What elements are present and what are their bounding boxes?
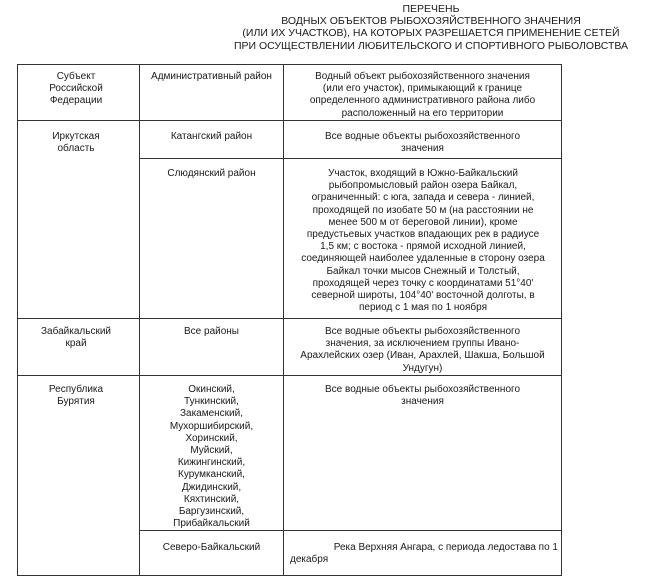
cell-line: Баргузинский, xyxy=(178,506,245,518)
cell-subject xyxy=(23,131,129,155)
cell-line: Кижингинский, xyxy=(177,457,246,469)
cell-line: северной широты, 104°40' восточной долготы, в xyxy=(311,290,535,302)
cell-subject xyxy=(23,384,129,408)
title-line: ПРИ ОСУЩЕСТВЛЕНИИ ЛЮБИТЕЛЬСКОГО И СПОРТИВНОГО РЫБОЛОВСТВА xyxy=(233,39,629,52)
table-rule xyxy=(17,64,562,65)
table-rule xyxy=(17,120,562,121)
title-line: (ИЛИ ИХ УЧАСТКОВ), НА КОТОРЫХ РАЗРЕШАЕТСЯ ПРИМЕНЕНИЕ СЕТЕЙ xyxy=(242,27,620,40)
cell-line: Республика xyxy=(48,384,104,395)
cell-water-object xyxy=(290,542,558,566)
cell-district xyxy=(140,542,283,554)
cell-line: Мухоршибирский, xyxy=(169,420,254,432)
cell-line: проходящей по изобате 50 м (на расстоянии не xyxy=(312,204,534,216)
cell-water-object xyxy=(284,326,561,375)
cell-line: Прибайкальский xyxy=(173,518,250,530)
cell-line: расположенный на его территории xyxy=(341,107,504,119)
cell-district xyxy=(140,131,283,143)
cell-line: область xyxy=(57,143,95,155)
cell-line: Муйский, xyxy=(190,445,233,457)
header-subject xyxy=(23,71,129,108)
table-rule xyxy=(17,318,562,319)
cell-line: край xyxy=(65,338,87,350)
cell-line: Окинский, xyxy=(188,384,235,395)
cell-line: Все водные объекты рыбохозяйственного xyxy=(324,384,521,395)
cell-line: менее 500 м от береговой линии), кроме xyxy=(328,216,518,228)
cell-line: значения, за исключением группы Ивано- xyxy=(325,338,520,350)
cell-line: Закаменский, xyxy=(179,408,244,420)
cell-line: Бурятия xyxy=(57,396,95,408)
cell-line: определенного административного района либо xyxy=(309,95,536,107)
table-rule xyxy=(17,375,562,376)
cell-line: Иркутская xyxy=(52,131,100,142)
header-water-object xyxy=(284,71,561,120)
cell-line: Все водные объекты рыбохозяйственного xyxy=(324,131,521,142)
cell-district xyxy=(140,168,283,180)
cell-line: Все районы xyxy=(184,326,239,337)
cell-line: Тункинский, xyxy=(184,396,239,408)
cell-line: Слюдянский район xyxy=(167,168,256,179)
cell-line: Река Верхняя Ангара, с периода ледостава по 1 xyxy=(333,542,558,553)
cell-line: Джидинский, xyxy=(181,481,242,493)
title-line: ПЕРЕЧЕНЬ xyxy=(402,3,460,15)
cell-district xyxy=(140,326,283,338)
cell-line: Административный район xyxy=(151,71,272,82)
cell-line: (или его участок), примыкающий к границе xyxy=(322,83,523,95)
table-rule xyxy=(17,575,562,576)
cell-line: проходящей через точку с координатами 51°40' xyxy=(312,277,534,289)
fishing-waters-table xyxy=(17,64,562,576)
title-line: ВОДНЫХ ОБЪЕКТОВ РЫБОХОЗЯЙСТВЕННОГО ЗНАЧЕНИЯ xyxy=(281,15,581,28)
cell-line: Водный объект рыбохозяйственного значения xyxy=(315,71,530,82)
cell-line: декабря xyxy=(290,554,329,566)
cell-line: Участок, входящий в Южно-Байкальский xyxy=(328,168,518,179)
cell-line: предустьевых участков впадающих рек в радиусе xyxy=(306,229,540,241)
cell-line: Ундугун) xyxy=(402,362,443,374)
cell-line: период с 1 мая по 1 ноября xyxy=(358,302,487,314)
table-rule xyxy=(17,64,18,576)
cell-line: Федерации xyxy=(49,95,103,107)
cell-line: рыбопромысловый район озера Байкал, xyxy=(328,180,518,192)
cell-district xyxy=(140,384,283,530)
cell-line: Курумканский, xyxy=(178,469,245,481)
cell-line: Все водные объекты рыбохозяйственного xyxy=(324,326,521,337)
cell-water-object xyxy=(290,168,556,314)
cell-line: Хоринский, xyxy=(185,432,238,444)
cell-line: Катангский район xyxy=(170,131,253,142)
table-rule xyxy=(139,158,562,159)
cell-line: Северо-Байкальский xyxy=(162,542,261,553)
cell-line: Кяхтинский, xyxy=(183,493,240,505)
table-rule xyxy=(561,64,562,576)
cell-water-object xyxy=(284,131,561,155)
cell-line: Российской xyxy=(49,83,103,95)
cell-line: Забайкальский xyxy=(41,326,111,337)
header-district xyxy=(140,71,283,83)
cell-line: 1,5 км; с востока - прямой исходной линией, xyxy=(320,241,526,253)
cell-line: ограниченный: с юга, запада и севера - линией, xyxy=(311,192,535,204)
cell-line: Субъект xyxy=(56,71,96,82)
document-title xyxy=(226,3,636,52)
cell-line: значения xyxy=(401,143,444,155)
cell-line: значения xyxy=(401,396,444,408)
cell-line: Байкал точки мысов Снежный и Толстый, xyxy=(326,265,520,277)
cell-water-object xyxy=(284,384,561,408)
cell-line: Арахлейских озер (Иван, Арахлей, Шакша, Большой xyxy=(300,350,545,362)
cell-subject xyxy=(23,326,129,350)
cell-line: соединяющей наиболее удаленные в сторону озера xyxy=(301,253,545,265)
